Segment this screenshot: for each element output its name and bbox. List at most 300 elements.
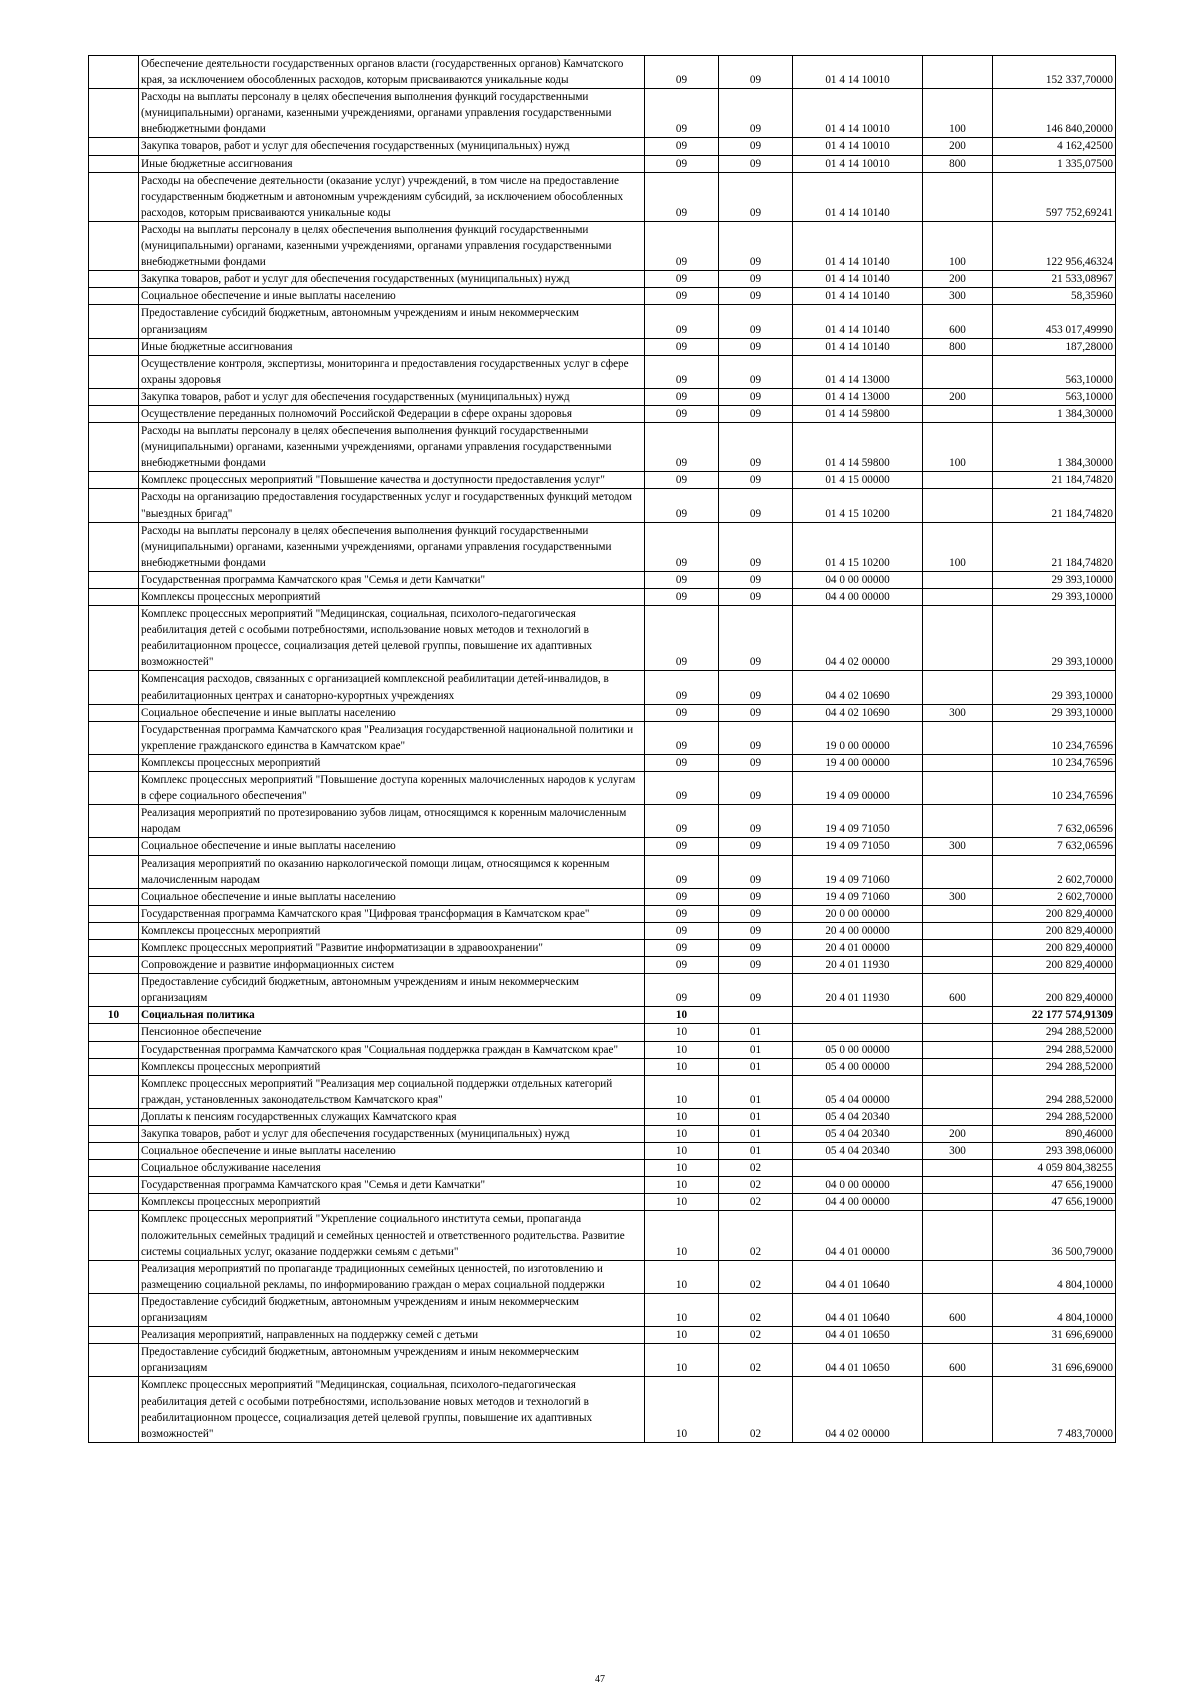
expense-type-cell [923,1327,993,1344]
section-code-cell: 09 [645,489,719,522]
subsection-code-cell: 09 [719,388,793,405]
row-number-cell [89,1211,139,1260]
row-number-cell [89,704,139,721]
target-article-cell: 05 0 00 00000 [793,1041,923,1058]
target-article-cell: 01 4 14 10010 [793,56,923,89]
expense-type-cell [923,957,993,974]
target-article-cell: 05 4 04 20340 [793,1143,923,1160]
section-code-cell: 09 [645,671,719,704]
table-row [89,489,1116,522]
table-row [89,1211,1116,1260]
row-number-cell [89,671,139,704]
row-number-cell [89,957,139,974]
amount-cell: 31 696,69000 [993,1327,1116,1344]
expense-name-cell: Социальное обеспечение и иные выплаты населению [139,704,645,721]
expense-type-cell: 300 [923,888,993,905]
section-code-cell: 10 [645,1177,719,1194]
row-number-cell [89,589,139,606]
target-article-cell: 01 4 14 10140 [793,271,923,288]
amount-cell: 4 162,42500 [993,138,1116,155]
amount-cell: 36 500,79000 [993,1211,1116,1260]
expense-name-cell: Расходы на выплаты персоналу в целях обеспечения выполнения функций государственными (муниципальными) органами, казенными учреждениями, органами управления государственными внебюджетными фондами [139,221,645,270]
target-article-cell: 19 4 09 71060 [793,855,923,888]
expense-type-cell: 600 [923,1293,993,1326]
table-row [89,1024,1116,1041]
section-code-cell: 09 [645,589,719,606]
expense-type-cell: 300 [923,838,993,855]
subsection-code-cell: 02 [719,1260,793,1293]
target-article-cell: 01 4 15 10200 [793,522,923,571]
expense-type-cell: 300 [923,704,993,721]
expense-type-cell [923,489,993,522]
expense-type-cell [923,1024,993,1041]
amount-cell: 294 288,52000 [993,1024,1116,1041]
expense-name-cell: Расходы на обеспечение деятельности (оказание услуг) учреждений, в том числе на предоставление государственным бюджетным и автономным учреждениям субсидий, за исключением обособленных расходов, которым присваиваются уникальные коды [139,172,645,221]
section-code-cell: 09 [645,138,719,155]
table-row [89,1108,1116,1125]
section-code-cell: 09 [645,721,719,754]
table-row [89,957,1116,974]
amount-cell: 31 696,69000 [993,1344,1116,1377]
table-row [89,704,1116,721]
subsection-code-cell: 02 [719,1293,793,1326]
amount-cell: 563,10000 [993,355,1116,388]
budget-table [88,55,1116,1443]
section-code-cell: 09 [645,939,719,956]
target-article-cell: 19 4 09 71050 [793,805,923,838]
section-code-cell: 09 [645,388,719,405]
target-article-cell: 04 4 01 10650 [793,1344,923,1377]
section-header-row [89,1007,1116,1024]
amount-cell: 21 184,74820 [993,489,1116,522]
expense-type-cell: 200 [923,1126,993,1143]
expense-name-cell: Иные бюджетные ассигнования [139,338,645,355]
target-article-cell: 01 4 14 13000 [793,388,923,405]
row-number-cell [89,288,139,305]
expense-name-cell: Реализация мероприятий, направленных на поддержку семей с детьми [139,1327,645,1344]
row-number-cell [89,355,139,388]
expense-type-cell [923,671,993,704]
row-number-cell [89,1126,139,1143]
amount-cell: 1 335,07500 [993,155,1116,172]
expense-type-cell [923,606,993,671]
subsection-code-cell: 02 [719,1327,793,1344]
row-number-cell [89,721,139,754]
expense-name-cell: Комплекс процессных мероприятий "Повышение качества и доступности предоставления услуг" [139,472,645,489]
row-number-cell [89,805,139,838]
amount-cell: 2 602,70000 [993,855,1116,888]
expense-name-cell: Закупка товаров, работ и услуг для обеспечения государственных (муниципальных) нужд [139,388,645,405]
section-code-cell: 09 [645,155,719,172]
expense-name-cell: Комплексы процессных мероприятий [139,1058,645,1075]
section-code-cell: 10 [645,1041,719,1058]
section-code-cell: 09 [645,355,719,388]
table-row [89,888,1116,905]
row-number-cell [89,1377,139,1442]
target-article-cell: 04 4 01 10640 [793,1293,923,1326]
row-number-cell [89,905,139,922]
subsection-code-cell: 09 [719,221,793,270]
expense-type-cell: 600 [923,974,993,1007]
amount-cell: 294 288,52000 [993,1108,1116,1125]
subsection-code-cell: 09 [719,155,793,172]
section-code-cell: 10 [645,1194,719,1211]
section-code-cell: 10 [645,1344,719,1377]
section-code-cell: 09 [645,221,719,270]
expense-name-cell: Закупка товаров, работ и услуг для обеспечения государственных (муниципальных) нужд [139,271,645,288]
target-article-cell: 04 4 01 00000 [793,1211,923,1260]
expense-type-cell: 300 [923,288,993,305]
row-number-cell [89,1160,139,1177]
table-row [89,855,1116,888]
expense-name-cell: Осуществление контроля, экспертизы, мониторинга и предоставления государственных услуг в сфере охраны здоровья [139,355,645,388]
row-number-cell [89,838,139,855]
amount-cell: 29 393,10000 [993,571,1116,588]
expense-type-cell: 200 [923,138,993,155]
target-article-cell: 04 4 02 00000 [793,1377,923,1442]
table-row [89,1058,1116,1075]
row-number-cell [89,155,139,172]
expense-type-cell [923,571,993,588]
row-number-cell [89,172,139,221]
row-number-cell [89,754,139,771]
expense-type-cell [923,172,993,221]
amount-cell: 22 177 574,91309 [993,1007,1116,1024]
subsection-code-cell: 01 [719,1126,793,1143]
expense-name-cell: Комплексы процессных мероприятий [139,922,645,939]
section-code-cell: 09 [645,522,719,571]
section-code-cell: 09 [645,423,719,472]
section-code-cell: 09 [645,606,719,671]
row-number-cell [89,1260,139,1293]
expense-type-cell [923,1058,993,1075]
section-code-cell: 09 [645,89,719,138]
expense-type-cell [923,805,993,838]
section-code-cell: 09 [645,905,719,922]
table-row [89,772,1116,805]
table-row [89,1344,1116,1377]
table-row [89,56,1116,89]
subsection-code-cell: 09 [719,772,793,805]
amount-cell: 29 393,10000 [993,589,1116,606]
expense-name-cell: Комплекс процессных мероприятий "Медицинская, социальная, психолого-педагогическая реабилитация детей с особыми потребностями, использование новых методов и технологий в реабилитационном процессе, социализация детей целевой группы, повышение их адаптивных возможностей" [139,1377,645,1442]
expense-name-cell: Иные бюджетные ассигнования [139,155,645,172]
expense-type-cell: 200 [923,388,993,405]
section-code-cell: 10 [645,1211,719,1260]
expense-name-cell: Реализация мероприятий по пропаганде традиционных семейных ценностей, по изготовлению и размещению социальной рекламы, по информированию граждан о мерах социальной поддержки [139,1260,645,1293]
row-number-cell [89,388,139,405]
subsection-code-cell: 09 [719,271,793,288]
expense-name-cell: Расходы на выплаты персоналу в целях обеспечения выполнения функций государственными (муниципальными) органами, казенными учреждениями, органами управления государственными внебюджетными фондами [139,522,645,571]
section-code-cell: 10 [645,1377,719,1442]
expense-type-cell: 100 [923,89,993,138]
target-article-cell: 04 4 02 00000 [793,606,923,671]
row-number-cell [89,1075,139,1108]
subsection-code-cell: 01 [719,1058,793,1075]
row-number-cell [89,1108,139,1125]
target-article-cell [793,1160,923,1177]
amount-cell: 47 656,19000 [993,1177,1116,1194]
expense-type-cell [923,589,993,606]
expense-name-cell: Комплексы процессных мероприятий [139,589,645,606]
section-code-cell: 10 [645,1108,719,1125]
subsection-code-cell: 09 [719,423,793,472]
expense-name-cell: Комплексы процессных мероприятий [139,1194,645,1211]
section-code-cell: 10 [645,1327,719,1344]
expense-name-cell: Комплекс процессных мероприятий "Реализация мер социальной поддержки отдельных категорий граждан, установленных законодательством Камчатского края" [139,1075,645,1108]
target-article-cell: 04 4 00 00000 [793,1194,923,1211]
target-article-cell: 05 4 04 00000 [793,1075,923,1108]
amount-cell: 294 288,52000 [993,1075,1116,1108]
expense-type-cell [923,754,993,771]
expense-type-cell: 200 [923,271,993,288]
expense-type-cell [923,1377,993,1442]
table-row [89,589,1116,606]
amount-cell: 21 184,74820 [993,522,1116,571]
subsection-code-cell: 09 [719,974,793,1007]
table-row [89,221,1116,270]
target-article-cell: 20 4 01 11930 [793,974,923,1007]
amount-cell: 4 804,10000 [993,1260,1116,1293]
subsection-code-cell: 09 [719,472,793,489]
target-article-cell: 04 4 02 10690 [793,671,923,704]
amount-cell: 2 602,70000 [993,888,1116,905]
expense-name-cell: Государственная программа Камчатского края "Семья и дети Камчатки" [139,1177,645,1194]
section-code-cell: 10 [645,1007,719,1024]
amount-cell: 200 829,40000 [993,957,1116,974]
expense-name-cell: Предоставление субсидий бюджетным, автономным учреждениям и иным некоммерческим организациям [139,305,645,338]
expense-type-cell [923,1041,993,1058]
row-number-cell [89,423,139,472]
expense-name-cell: Реализация мероприятий по протезированию зубов лицам, относящимся к коренным малочисленным народам [139,805,645,838]
table-row [89,905,1116,922]
expense-type-cell [923,1160,993,1177]
table-row [89,1260,1116,1293]
target-article-cell: 04 4 02 10690 [793,704,923,721]
expense-type-cell: 100 [923,221,993,270]
subsection-code-cell: 09 [719,606,793,671]
amount-cell: 10 234,76596 [993,754,1116,771]
subsection-code-cell: 09 [719,721,793,754]
table-row [89,89,1116,138]
table-row [89,472,1116,489]
expense-name-cell: Закупка товаров, работ и услуг для обеспечения государственных (муниципальных) нужд [139,1126,645,1143]
subsection-code-cell: 02 [719,1211,793,1260]
section-code-cell: 10 [645,1143,719,1160]
target-article-cell: 05 4 04 20340 [793,1126,923,1143]
row-number-cell: 10 [89,1007,139,1024]
row-number-cell [89,922,139,939]
expense-type-cell [923,1211,993,1260]
amount-cell: 294 288,52000 [993,1041,1116,1058]
table-row [89,838,1116,855]
table-row [89,1126,1116,1143]
expense-name-cell: Доплаты к пенсиям государственных служащих Камчатского края [139,1108,645,1125]
row-number-cell [89,1194,139,1211]
subsection-code-cell: 02 [719,1194,793,1211]
expense-name-cell: Государственная программа Камчатского края "Реализация государственной национальной политики и укрепление гражданского единства в Камчатском крае" [139,721,645,754]
target-article-cell: 19 4 09 00000 [793,772,923,805]
expense-name-cell: Закупка товаров, работ и услуг для обеспечения государственных (муниципальных) нужд [139,138,645,155]
subsection-code-cell: 09 [719,56,793,89]
row-number-cell [89,939,139,956]
target-article-cell: 04 0 00 00000 [793,1177,923,1194]
expense-type-cell [923,405,993,422]
section-code-cell: 09 [645,271,719,288]
row-number-cell [89,1041,139,1058]
page-number: 47 [595,1674,605,1685]
target-article-cell [793,1007,923,1024]
section-code-cell: 10 [645,1126,719,1143]
table-row [89,1293,1116,1326]
table-row [89,1075,1116,1108]
subsection-code-cell: 09 [719,288,793,305]
subsection-code-cell: 09 [719,89,793,138]
expense-type-cell [923,355,993,388]
section-code-cell: 10 [645,1260,719,1293]
amount-cell: 146 840,20000 [993,89,1116,138]
table-row [89,172,1116,221]
section-code-cell: 09 [645,405,719,422]
target-article-cell: 01 4 14 59800 [793,405,923,422]
expense-type-cell: 800 [923,155,993,172]
table-row [89,405,1116,422]
subsection-code-cell: 09 [719,405,793,422]
section-code-cell: 09 [645,704,719,721]
target-article-cell: 01 4 14 10140 [793,305,923,338]
amount-cell: 200 829,40000 [993,922,1116,939]
table-row [89,1327,1116,1344]
amount-cell: 122 956,46324 [993,221,1116,270]
section-code-cell: 09 [645,838,719,855]
table-row [89,974,1116,1007]
section-code-cell: 10 [645,1058,719,1075]
expense-name-cell: Расходы на выплаты персоналу в целях обеспечения выполнения функций государственными (муниципальными) органами, казенными учреждениями, органами управления государственными внебюджетными фондами [139,89,645,138]
expense-name-cell: Пенсионное обеспечение [139,1024,645,1041]
expense-type-cell [923,1177,993,1194]
table-row [89,754,1116,771]
expense-type-cell [923,772,993,805]
table-row [89,1177,1116,1194]
target-article-cell: 04 4 01 10640 [793,1260,923,1293]
target-article-cell: 01 4 14 10010 [793,155,923,172]
row-number-cell [89,1344,139,1377]
target-article-cell: 04 4 01 10650 [793,1327,923,1344]
expense-name-cell: Государственная программа Камчатского края "Социальная поддержка граждан в Камчатском крае" [139,1041,645,1058]
subsection-code-cell: 09 [719,957,793,974]
expense-name-cell: Комплекс процессных мероприятий "Медицинская, социальная, психолого-педагогическая реабилитация детей с особыми потребностями, использование новых методов и технологий в реабилитационном процессе, социализация детей целевой группы, повышение их адаптивных возможностей" [139,606,645,671]
amount-cell: 21 533,08967 [993,271,1116,288]
subsection-code-cell: 09 [719,489,793,522]
amount-cell: 47 656,19000 [993,1194,1116,1211]
expense-type-cell [923,1194,993,1211]
expense-name-cell: Социальное обеспечение и иные выплаты населению [139,888,645,905]
expense-type-cell [923,721,993,754]
row-number-cell [89,855,139,888]
amount-cell: 7 483,70000 [993,1377,1116,1442]
row-number-cell [89,772,139,805]
expense-name-cell: Комплекс процессных мероприятий "Повышение доступа коренных малочисленных народов к услугам в сфере социального обеспечения" [139,772,645,805]
table-row [89,606,1116,671]
amount-cell: 29 393,10000 [993,704,1116,721]
target-article-cell: 19 4 09 71050 [793,838,923,855]
amount-cell: 7 632,06596 [993,838,1116,855]
subsection-code-cell: 09 [719,704,793,721]
amount-cell: 200 829,40000 [993,905,1116,922]
expense-name-cell: Социальное обеспечение и иные выплаты населению [139,838,645,855]
subsection-code-cell: 09 [719,589,793,606]
amount-cell: 293 398,06000 [993,1143,1116,1160]
table-row [89,571,1116,588]
table-row [89,922,1116,939]
target-article-cell: 20 0 00 00000 [793,905,923,922]
target-article-cell: 19 4 09 71060 [793,888,923,905]
expense-name-cell: Обеспечение деятельности государственных органов власти (государственных органов) Камчатского края, за исключением обособленных расходов, которым присваиваются уникальные коды [139,56,645,89]
table-row [89,423,1116,472]
section-code-cell: 09 [645,288,719,305]
target-article-cell: 01 4 14 10010 [793,89,923,138]
table-row [89,355,1116,388]
amount-cell: 7 632,06596 [993,805,1116,838]
table-row [89,1041,1116,1058]
section-code-cell: 09 [645,472,719,489]
subsection-code-cell: 09 [719,754,793,771]
subsection-code-cell: 09 [719,571,793,588]
subsection-code-cell: 09 [719,355,793,388]
subsection-code-cell: 09 [719,888,793,905]
row-number-cell [89,606,139,671]
amount-cell: 200 829,40000 [993,974,1116,1007]
expense-type-cell [923,1260,993,1293]
target-article-cell: 05 4 04 20340 [793,1108,923,1125]
subsection-code-cell: 09 [719,855,793,888]
expense-name-cell: Социальное обеспечение и иные выплаты населению [139,1143,645,1160]
expense-name-cell: Сопровождение и развитие информационных систем [139,957,645,974]
section-code-cell: 09 [645,805,719,838]
target-article-cell: 01 4 14 13000 [793,355,923,388]
amount-cell: 890,46000 [993,1126,1116,1143]
expense-name-cell: Комплексы процессных мероприятий [139,754,645,771]
expense-type-cell [923,939,993,956]
table-row [89,721,1116,754]
target-article-cell: 01 4 14 10010 [793,138,923,155]
expense-name-cell: Предоставление субсидий бюджетным, автономным учреждениям и иным некоммерческим организациям [139,974,645,1007]
amount-cell: 152 337,70000 [993,56,1116,89]
expense-type-cell [923,1108,993,1125]
amount-cell: 58,35960 [993,288,1116,305]
row-number-cell [89,888,139,905]
target-article-cell: 01 4 14 10140 [793,338,923,355]
section-code-cell: 09 [645,172,719,221]
table-row [89,671,1116,704]
amount-cell: 294 288,52000 [993,1058,1116,1075]
section-code-cell: 09 [645,888,719,905]
subsection-code-cell: 02 [719,1177,793,1194]
expense-name-cell: Социальное обслуживание населения [139,1160,645,1177]
expense-name-cell: Государственная программа Камчатского края "Цифровая трансформация в Камчатском крае" [139,905,645,922]
row-number-cell [89,522,139,571]
row-number-cell [89,56,139,89]
subsection-code-cell: 09 [719,138,793,155]
expense-type-cell [923,922,993,939]
expense-type-cell [923,472,993,489]
table-row [89,1143,1116,1160]
row-number-cell [89,221,139,270]
table-row [89,388,1116,405]
row-number-cell [89,1293,139,1326]
section-code-cell: 10 [645,1024,719,1041]
expense-name-cell: Осуществление переданных полномочий Российской Федерации в сфере охраны здоровья [139,405,645,422]
